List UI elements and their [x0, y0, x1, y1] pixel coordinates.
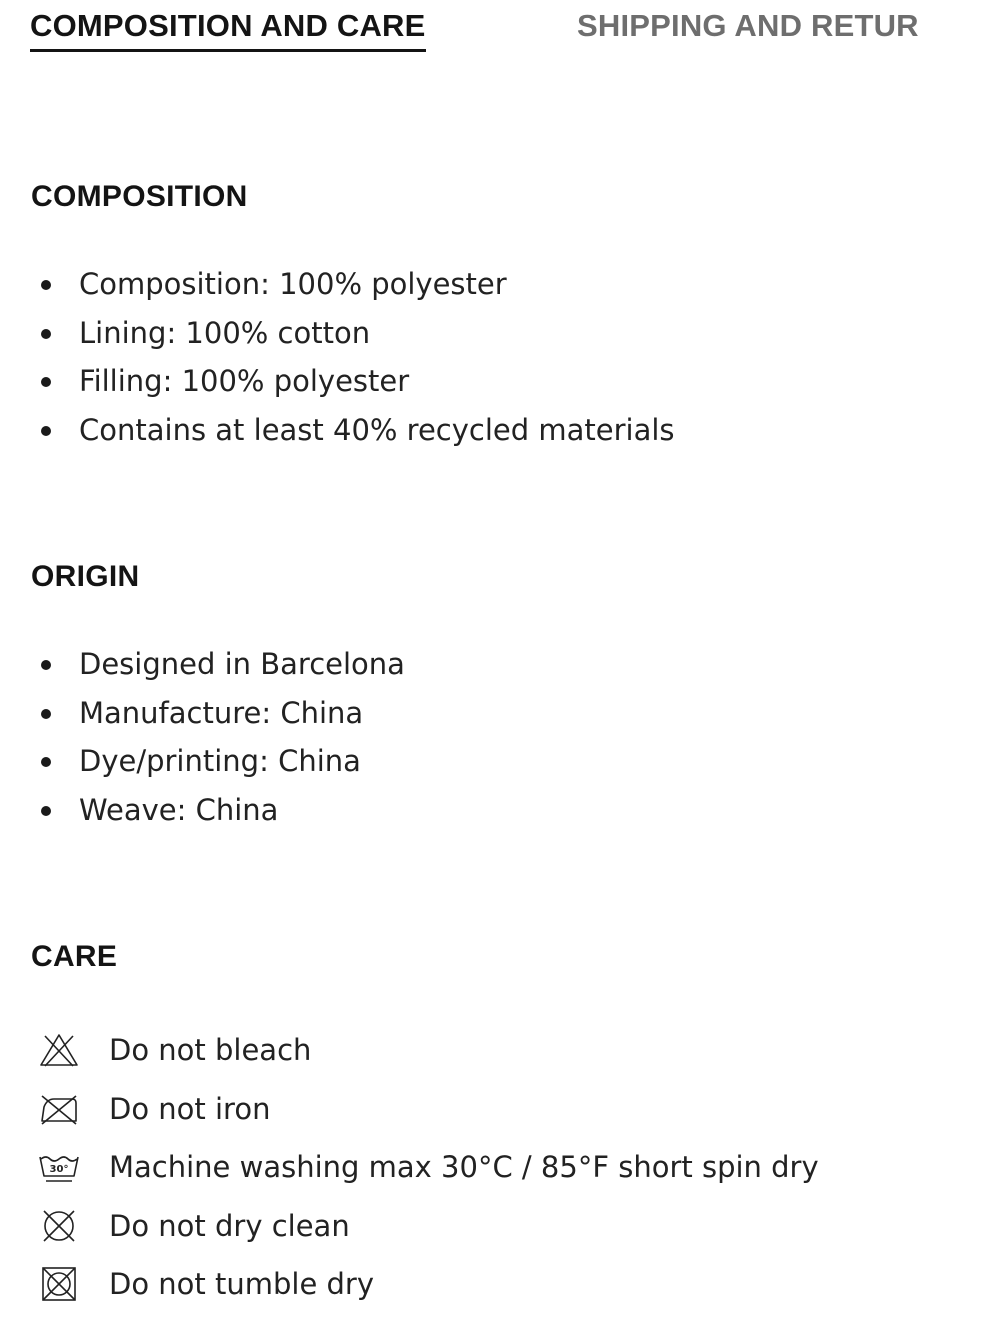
care-list	[38, 1025, 819, 1318]
no-iron-icon	[38, 1091, 80, 1127]
care-item	[38, 1201, 819, 1260]
list-item	[38, 408, 675, 457]
care-item	[38, 1025, 819, 1084]
care-item	[38, 1142, 819, 1201]
care-item-label: Do not bleach	[109, 1033, 312, 1067]
composition-list	[38, 262, 675, 456]
care-item	[38, 1259, 819, 1318]
origin-list	[38, 642, 405, 836]
bullet-icon	[41, 806, 51, 816]
tab-shipping-and-returns[interactable]: SHIPPING AND RETUR	[577, 8, 919, 43]
list-item	[38, 642, 405, 691]
care-item-label: Do not dry clean	[109, 1208, 350, 1243]
list-item	[38, 359, 675, 408]
care-item-label: Machine washing max 30°C / 85°F short spin dry	[109, 1150, 819, 1185]
bullet-icon	[41, 757, 51, 767]
care-item	[38, 1084, 819, 1143]
bullet-icon	[41, 377, 51, 387]
list-item-text: Dye/printing: China	[79, 744, 361, 779]
list-item-text: Manufacture: China	[79, 695, 364, 730]
origin-heading: ORIGIN	[31, 560, 140, 593]
machine-wash-30-icon	[38, 1149, 80, 1185]
tab-bar	[30, 0, 1000, 56]
bullet-icon	[41, 280, 51, 290]
list-item	[38, 311, 675, 360]
tab-composition-and-care[interactable]: COMPOSITION AND CARE	[30, 8, 426, 52]
list-item-text: Contains at least 40% recycled materials	[79, 412, 675, 447]
care-item-label: Do not tumble dry	[109, 1267, 375, 1302]
bullet-icon	[41, 660, 51, 670]
list-item-text: Designed in Barcelona	[79, 647, 405, 681]
wash-temperature-text: 30°	[49, 1164, 69, 1176]
composition-heading: COMPOSITION	[31, 180, 248, 213]
bullet-icon	[41, 426, 51, 436]
list-item	[38, 691, 405, 740]
list-item	[38, 739, 405, 788]
care-heading: CARE	[31, 940, 118, 973]
bullet-icon	[41, 329, 51, 339]
bullet-icon	[41, 709, 51, 719]
list-item-text: Filling: 100% polyester	[79, 364, 410, 399]
no-tumble-dry-icon	[38, 1266, 80, 1302]
list-item	[38, 262, 675, 311]
no-bleach-icon	[38, 1032, 80, 1068]
no-dry-clean-icon	[38, 1208, 80, 1244]
list-item-text: Weave: China	[79, 792, 279, 827]
list-item-text: Composition: 100% polyester	[79, 267, 507, 301]
care-item-label: Do not iron	[109, 1091, 271, 1126]
list-item-text: Lining: 100% cotton	[79, 315, 371, 350]
list-item	[38, 788, 405, 837]
